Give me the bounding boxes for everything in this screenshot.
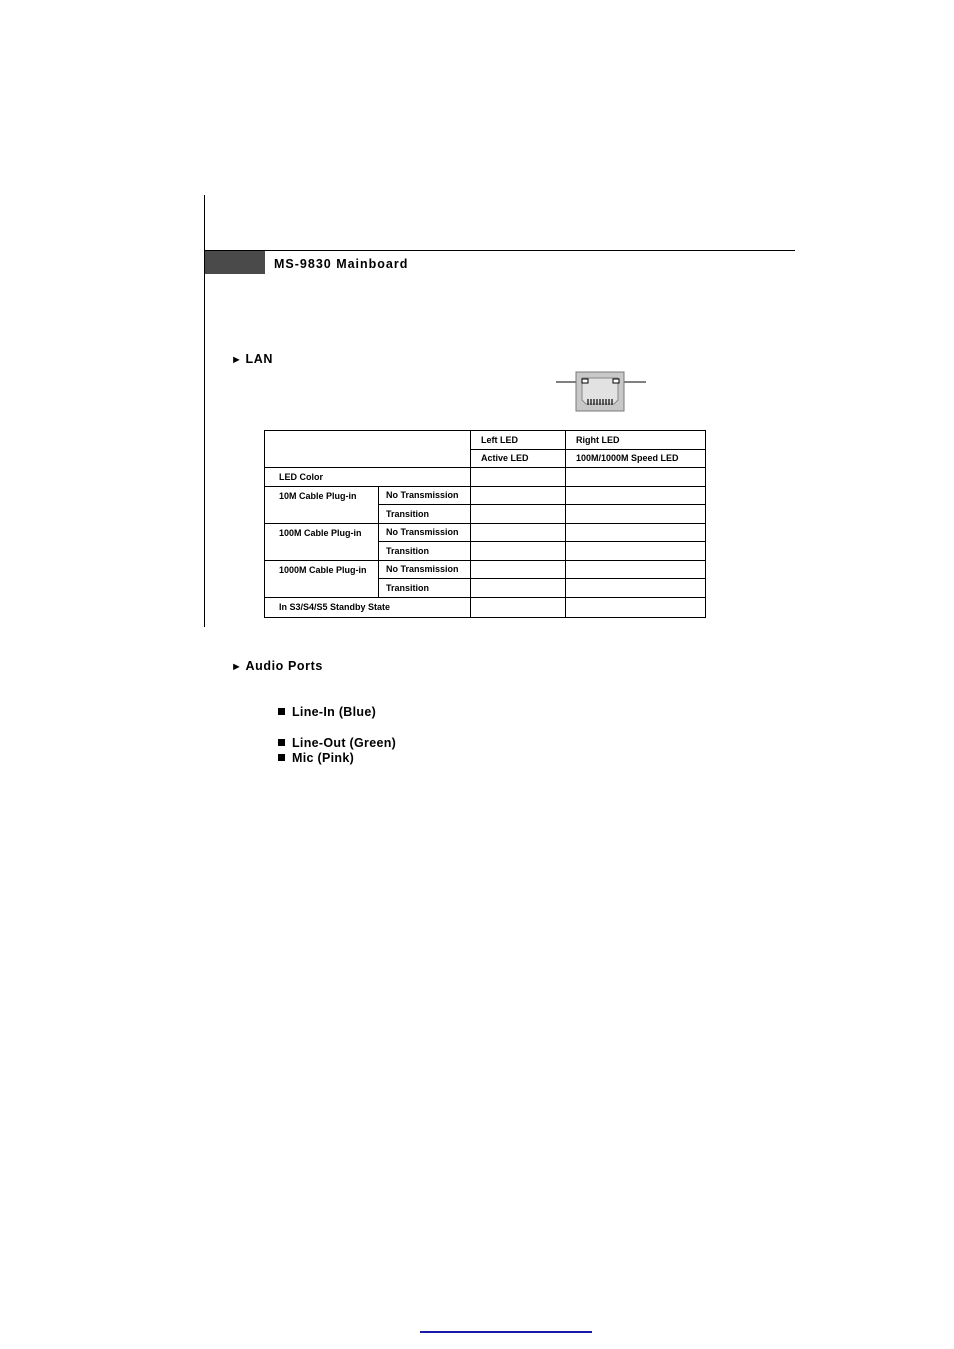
arrow-icon: ► [231, 661, 243, 673]
table-row-label: 1000M Cable Plug-in [265, 560, 379, 597]
table-sub-label: Transition [379, 505, 471, 524]
table-row [265, 597, 706, 617]
square-bullet-icon [278, 739, 285, 746]
table-cell [471, 597, 566, 617]
table-row [265, 560, 706, 579]
table-cell [566, 597, 706, 617]
table-row-label: In S3/S4/S5 Standby State [265, 597, 471, 617]
table-cell [471, 523, 566, 542]
table-row-label: 10M Cable Plug-in [265, 486, 379, 523]
square-bullet-icon [278, 708, 285, 715]
table-row-label: 100M Cable Plug-in [265, 523, 379, 560]
header-tab-block [205, 251, 265, 274]
list-item-text: Line-Out (Green) [292, 736, 397, 750]
table-cell [471, 542, 566, 561]
table-header-cell: Active LED [471, 449, 566, 468]
table-header-cell: Left LED [471, 431, 566, 450]
table-header-row [265, 431, 706, 450]
table-cell [471, 468, 566, 487]
footer-link-underline[interactable] [420, 1331, 592, 1333]
table-cell [471, 486, 566, 505]
audio-section-heading [231, 659, 323, 673]
table-cell [566, 505, 706, 524]
list-item [278, 705, 376, 719]
list-item-text: Mic (Pink) [292, 751, 355, 765]
table-sub-label: Transition [379, 579, 471, 598]
table-cell [566, 560, 706, 579]
page-header-title: MS-9830 Mainboard [274, 257, 409, 271]
rj45-connector-icon [556, 370, 646, 414]
table-cell [566, 579, 706, 598]
table-corner-cell [265, 431, 471, 468]
square-bullet-icon [278, 754, 285, 761]
table-cell [471, 579, 566, 598]
table-sub-label: No Transmission [379, 523, 471, 542]
table-cell [566, 542, 706, 561]
lan-section-heading [231, 352, 273, 366]
list-item [278, 736, 396, 750]
table-cell [471, 505, 566, 524]
table-row-label: LED Color [265, 468, 471, 487]
lan-heading-text: LAN [245, 352, 273, 366]
list-item-text: Line-In (Blue) [292, 705, 377, 719]
table-row [265, 486, 706, 505]
arrow-icon: ► [231, 354, 243, 366]
table-row [265, 523, 706, 542]
table-cell [566, 468, 706, 487]
table-header-cell: 100M/1000M Speed LED [566, 449, 706, 468]
table-cell [471, 560, 566, 579]
audio-heading-text: Audio Ports [245, 659, 323, 673]
lan-led-table [264, 430, 706, 618]
header-rule [204, 250, 795, 251]
list-item [278, 751, 354, 765]
table-sub-label: Transition [379, 542, 471, 561]
table-cell [566, 486, 706, 505]
table-cell [566, 523, 706, 542]
table-sub-label: No Transmission [379, 486, 471, 505]
table-sub-label: No Transmission [379, 560, 471, 579]
table-header-cell: Right LED [566, 431, 706, 450]
table-row [265, 468, 706, 487]
